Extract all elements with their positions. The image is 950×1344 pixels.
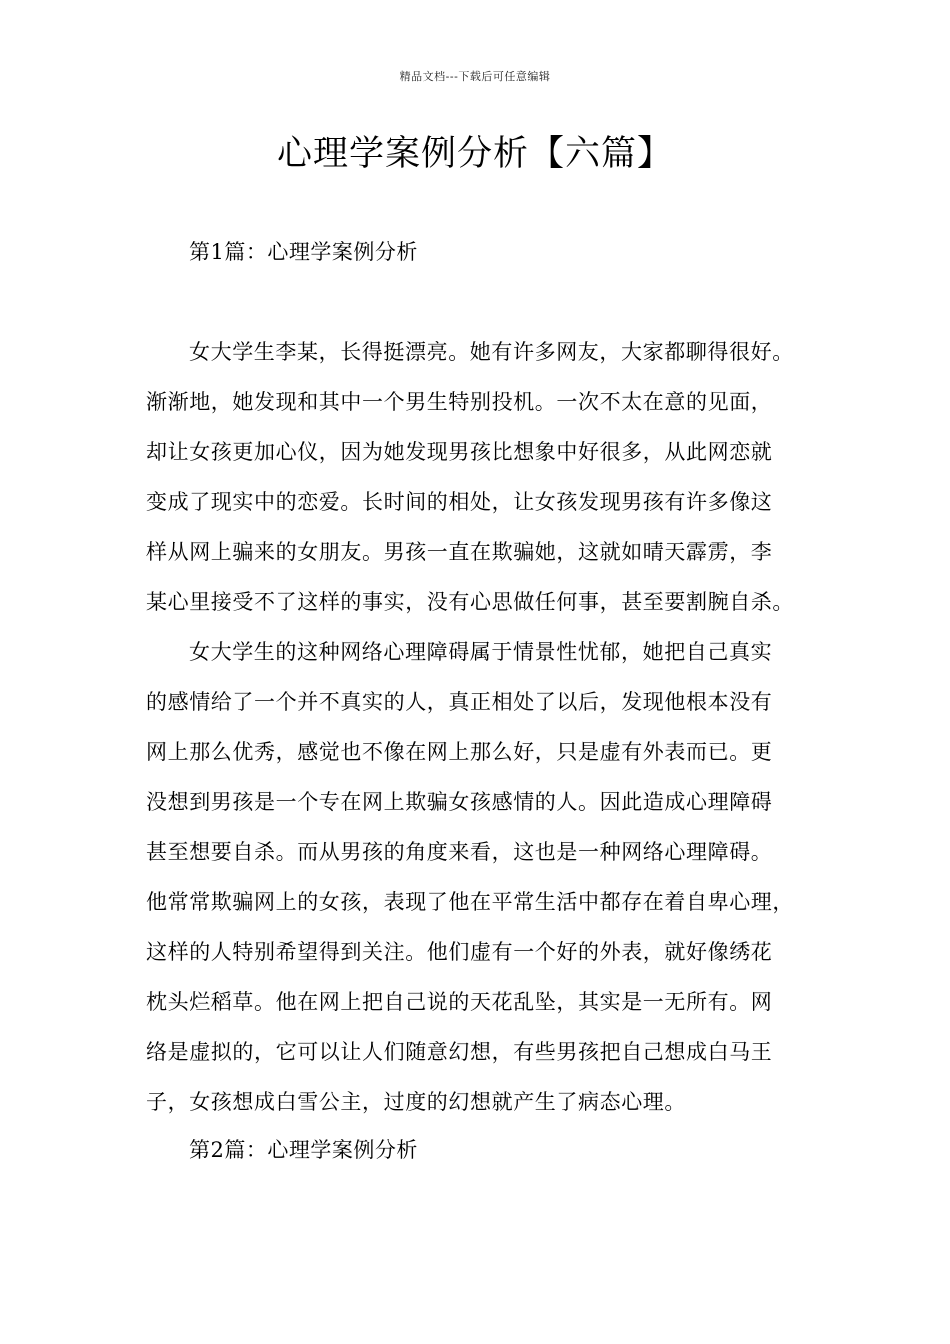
paragraph-line: 某心里接受不了这样的事实，没有心思做任何事，甚至要割腕自杀。: [146, 590, 794, 614]
page-header: 精品文档---下载后可任意编辑: [399, 70, 551, 83]
paragraph-line: 没想到男孩是一个专在网上欺骗女孩感情的人。因此造成心理障碍: [146, 790, 773, 814]
paragraph-line: 的感情给了一个并不真实的人，真正相处了以后，发现他根本没有: [146, 690, 773, 714]
paragraph-line: 样从网上骗来的女朋友。男孩一直在欺骗她，这就如晴天霹雳，李: [146, 540, 773, 564]
document-title: 心理学案例分析【六篇】: [276, 134, 673, 174]
paragraph-line: 变成了现实中的恋爱。长时间的相处，让女孩发现男孩有许多像这: [146, 490, 773, 514]
paragraph-line: 女大学生李某，长得挺漂亮。她有许多网友，大家都聊得很好。: [189, 340, 794, 364]
section-2-heading: 第2篇：心理学案例分析: [189, 1138, 418, 1162]
paragraph-line: 女大学生的这种网络心理障碍属于情景性忧郁，她把自己真实: [189, 640, 773, 664]
paragraph-line: 渐渐地，她发现和其中一个男生特别投机。一次不太在意的见面，: [146, 390, 773, 414]
paragraph-line: 枕头烂稻草。他在网上把自己说的天花乱坠，其实是一无所有。网: [146, 990, 773, 1014]
section-1-heading: 第1篇：心理学案例分析: [189, 240, 418, 264]
paragraph-line: 却让女孩更加心仪，因为她发现男孩比想象中好很多，从此网恋就: [146, 440, 773, 464]
paragraph-line: 络是虚拟的，它可以让人们随意幻想，有些男孩把自己想成白马王: [146, 1040, 773, 1064]
paragraph-line: 甚至想要自杀。而从男孩的角度来看，这也是一种网络心理障碍。: [146, 840, 773, 864]
paragraph-line: 他常常欺骗网上的女孩，表现了他在平常生活中都存在着自卑心理，: [146, 890, 794, 914]
paragraph-line: 子，女孩想成白雪公主，过度的幻想就产生了病态心理。: [146, 1090, 686, 1114]
paragraph-line: 这样的人特别希望得到关注。他们虚有一个好的外表，就好像绣花: [146, 940, 773, 964]
paragraph-line: 网上那么优秀，感觉也不像在网上那么好，只是虚有外表而已。更: [146, 740, 773, 764]
